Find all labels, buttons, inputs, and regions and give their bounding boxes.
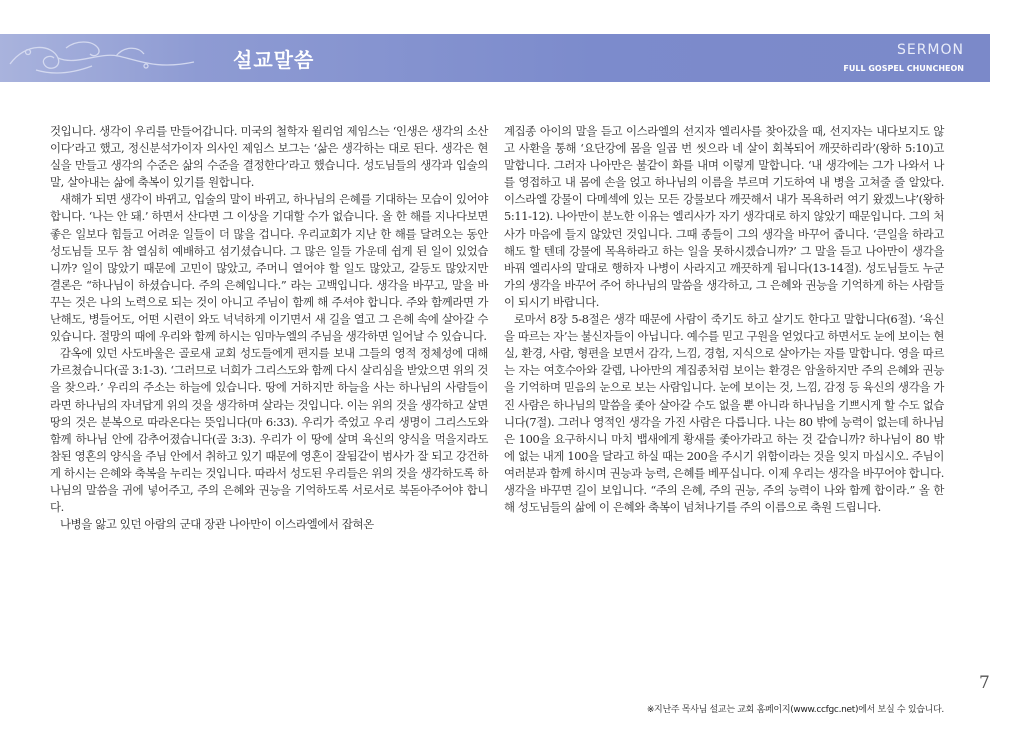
paragraph: 나병을 앓고 있던 아람의 군대 장관 나아만이 이스라엘에서 잡혀온 xyxy=(60,517,374,532)
page-number: 7 xyxy=(979,673,990,693)
paragraph: 새해가 되면 생각이 바뀌고, 입술의 말이 바뀌고, 하나님의 은혜를 기대하는 모습이 있어야 합니다. ‘나는 안 돼.’ 하면서 산다면 그 이상을 기대할 수가 없습니다. 올 한 해를 지나다보면 좋은 일보다 힘들고 어려운 일들이 더 많을 겁니다. 우리교회가 지난 한 해를 달려오는 동안 성도님들 모두 참 열심히 예배하고 섬기셨습니다. 그 많은 일들 가운데 쉽게 된 일이 있었습니까? 일이 많았기 때문에 고민이 많았고, 주머니 열어야 할 일도 많았고, 갈등도 많았지만 결론은 “하나님이 하셨습니다. 주의 은혜입니다.” 라는 고백입니다. 생각을 바꾸고, 말을 바꾸는 것은 나의 노력으로 되는 것이 아니고 주님이 함께 해 주셔야 합니다. 주와 함께라면 가난해도, 병들어도, 어떤 시련이 와도 넉넉하게 이기면서 새 길을 열고 그 은혜 속에 살아갈 수 있습니다. 절망의 때에 우리와 함께 하시는 임마누엘의 주님을 생각하면 일어날 수 있습니다. xyxy=(50,192,488,344)
paragraph: 것입니다. 생각이 우리를 만들어갑니다. 미국의 철학자 윌리엄 제임스는 ‘인생은 생각의 소산이다’라고 했고, 정신분석가이자 의사인 제임스 보그는 ‘삶은 생각하는 대로 된다. 생각은 현실을 만들고 생각의 수준은 삶의 수준을 결정한다’라고 했습니다. 성도님들의 생각과 입술의 말, 살아내는 삶에 축복이 있기를 원합니다. xyxy=(50,124,488,190)
paragraph: 로마서 8장 5-8절은 생각 때문에 사람이 죽기도 하고 살기도 한다고 말합니다(6절). ‘육신을 따르는 자’는 불신자들이 아닙니다. 예수를 믿고 구원을 얻었다고 하면서도 눈에 보이는 현실, 환경, 사람, 형편을 보면서 감각, 느낌, 경험, 지식으로 살아가는 자를 말합니다. 영을 따르는 자는 여호수아와 갈렙, 나아만의 계집종처럼 보이는 환경은 암울하지만 주의 은혜와 권능을 기억하며 믿음의 눈으로 보는 사람입니다. 눈에 보이는 것, 느낌, 감정 등 육신의 생각을 가진 사람은 하나님의 말씀을 좇아 살아갈 수도 없을 뿐 아니라 하나님을 기쁘시게 할 수도 없습니다(7절). 그러나 영적인 생각을 가진 사람은 다릅니다. 나는 80 밖에 능력이 없는데 하나님은 100을 요구하시니 마치 뱁새에게 황새를 좇아가라고 하는 것 같습니까? 하나님이 80 밖에 없는 내게 100을 달라고 하실 때는 200을 주시기 위함이라는 것을 잊지 마십시오. 주님이 여러분과 함께 하시며 권능과 능력, 은혜를 베푸십니다. 이제 우리는 생각을 바꾸어야 합니다. 생각을 바꾸면 길이 보입니다. “주의 은혜, 주의 권능, 주의 능력이 나와 함께 합이라.” 올 한 해 성도님들의 삶에 이 은혜와 축복이 넘쳐나기를 주의 이름으로 축원 드립니다. xyxy=(504,312,944,515)
paragraph: 감옥에 있던 사도바울은 골로새 교회 성도들에게 편지를 보내 그들의 영적 정체성에 대해 가르쳤습니다(골 3:1-3). ‘그러므로 너희가 그리스도와 함께 다시 살리심을 받았으면 위의 것을 찾으라.’ 우리의 주소는 하늘에 있습니다. 땅에 거하지만 하늘을 사는 하나님의 사람들이라면 하나님의 자녀답게 위의 것을 생각하며 살라는 것입니다. 이는 위의 것을 생각하고 살면 땅의 것은 분복으로 따라온다는 뜻입니다(마 6:33). 우리가 죽었고 우리 생명이 그리스도와 함께 하나님 안에 감추어졌습니다(골 3:3). 우리가 이 땅에 살며 육신의 양식을 먹을지라도 참된 영혼의 양식을 주님 안에서 취하고 있기 때문에 영혼이 잘됨같이 범사가 잘 되고 강건하게 하시는 은혜와 축복을 누리는 것입니다. 따라서 성도된 우리들은 위의 것을 생각하도록 하나님의 말씀을 귀에 넣어주고, 주의 은혜와 권능을 기억하도록 서로서로 북돋아주어야 합니다. xyxy=(50,346,488,515)
decorative-swirl-ornament xyxy=(6,36,206,80)
church-name: FULL GOSPEL CHUNCHEON xyxy=(843,64,964,73)
left-column xyxy=(50,123,488,533)
paragraph: 계집종 아이의 말을 듣고 이스라엘의 선지자 엘리사를 찾아갔을 때, 선지자는 내다보지도 않고 사환을 통해 ‘요단강에 몸을 일곱 번 씻으라 네 살이 회복되어 깨끗하리라’(왕하 5:10)고 말합니다. 그러자 나아만은 불같이 화를 내며 이렇게 말합니다. ‘내 생각에는 그가 나와서 나를 영접하고 내 몸에 손을 얹고 하나님의 이름을 부르며 기도하여 내 병을 고쳐줄 줄 알았다. 이스라엘 강물이 다메섹에 있는 모든 강물보다 깨끗해서 내가 목욕하러 여기 왔겠느냐’(왕하 5:11-12). 나아만이 분노한 이유는 엘리사가 자기 생각대로 하지 않았기 때문입니다. 그의 처사가 마음에 들지 않았던 것입니다. 그때 종들이 그의 생각을 바꾸어 줍니다. ‘큰일을 하라고 해도 할 텐데 강물에 목욕하라고 하는 일을 못하시겠습니까?’ 그 말을 듣고 나아만이 생각을 바꿔 엘리사의 말대로 행하자 나병이 사라지고 깨끗하게 됩니다(13-14절). 성도님들도 누군가의 생각을 바꾸어 주어 하나님의 말씀을 생각하고, 그 은혜와 권능을 기억하게 하는 사람들이 되시기 바랍니다. xyxy=(504,124,944,309)
right-column xyxy=(504,123,944,516)
footnote: ※지난주 목사님 설교는 교회 홈페이지(www.ccfgc.net)에서 보실 수 있습니다. xyxy=(646,705,944,715)
page-title: 설교말씀 xyxy=(233,48,315,72)
header-band xyxy=(0,34,990,82)
section-label: SERMON xyxy=(896,42,964,58)
